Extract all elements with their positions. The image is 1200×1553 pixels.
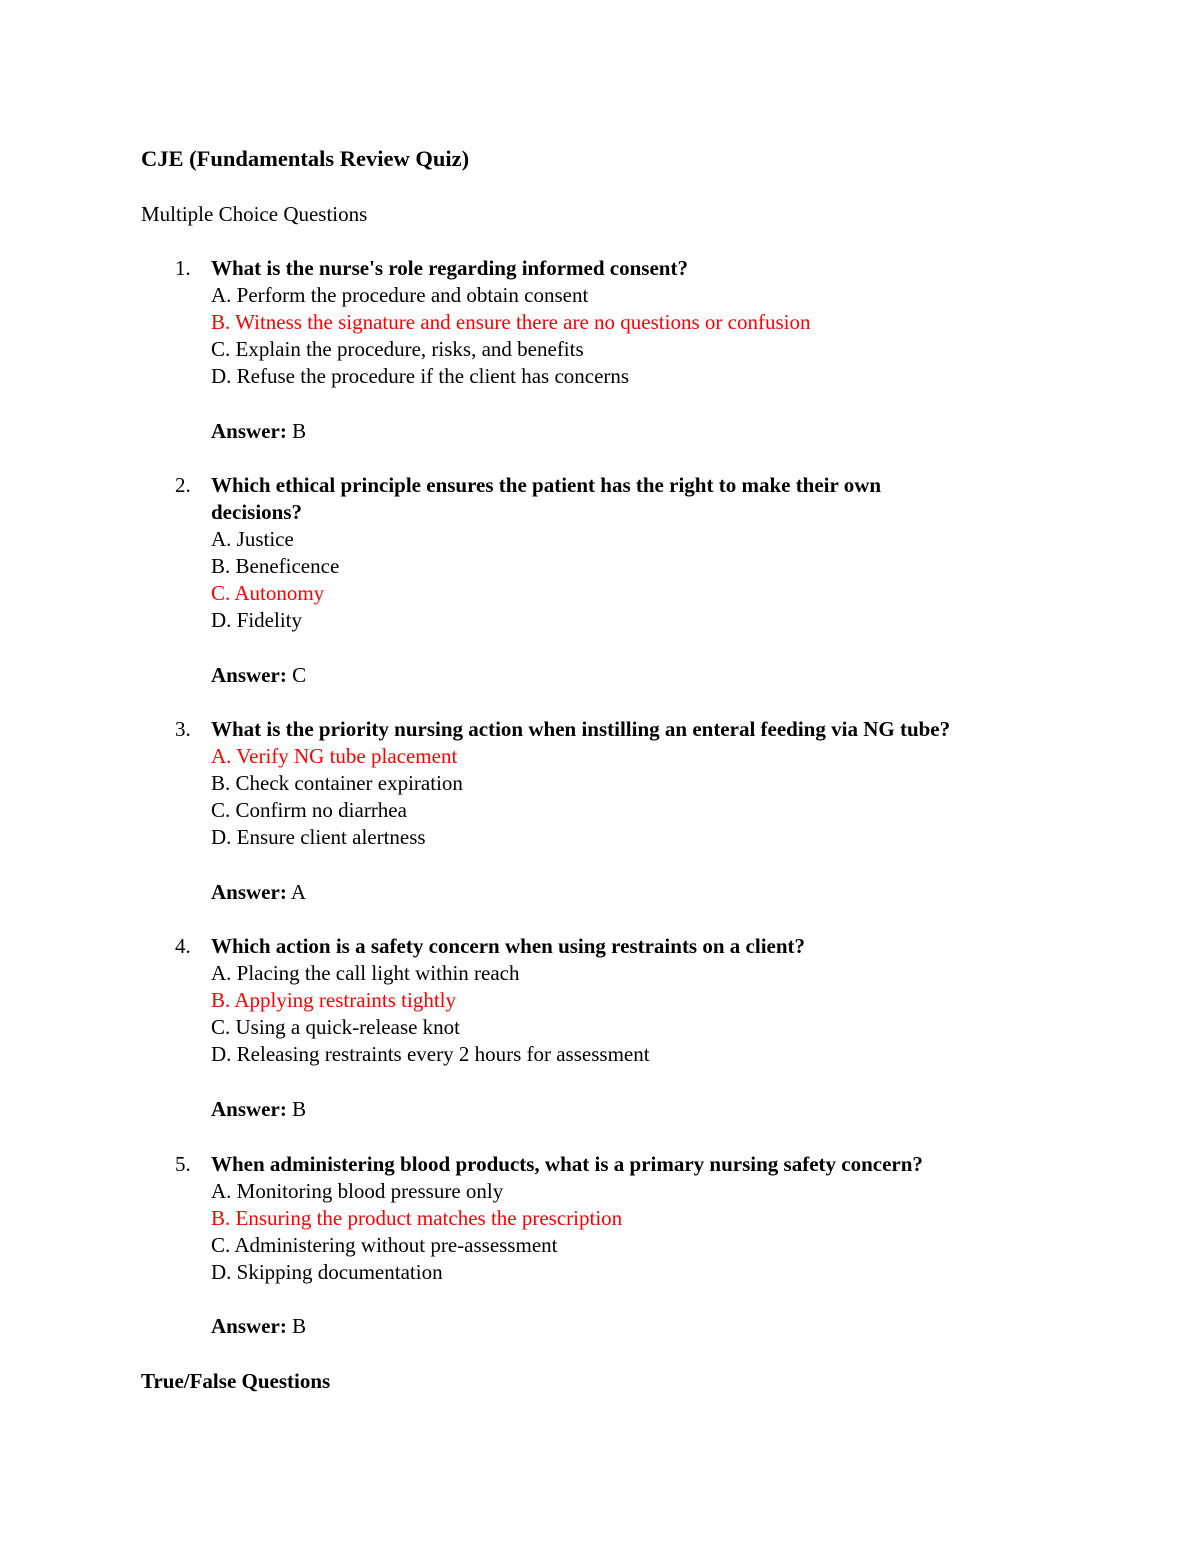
- option-d: D. Releasing restraints every 2 hours for assessment: [211, 1042, 650, 1066]
- option-d: D. Fidelity: [211, 608, 303, 632]
- option-c-correct: C. Autonomy: [211, 581, 325, 605]
- option-c: C. Administering without pre-assessment: [211, 1233, 558, 1257]
- question-number: 4.: [175, 934, 191, 958]
- answer-line: [211, 1096, 306, 1123]
- option-c: C. Using a quick-release knot: [211, 1015, 461, 1039]
- option-b-correct: B. Witness the signature and ensure there are no questions or confusion: [211, 310, 811, 334]
- question-number: 3.: [175, 717, 191, 741]
- answer-label: Answer:: [211, 419, 287, 443]
- option-a: A. Monitoring blood pressure only: [211, 1179, 504, 1203]
- option-a: A. Perform the procedure and obtain consent: [211, 283, 589, 307]
- page-title: CJE (Fundamentals Review Quiz): [141, 146, 470, 171]
- option-a: A. Placing the call light within reach: [211, 961, 520, 985]
- answer-line: [211, 418, 306, 445]
- tf-section-heading: True/False Questions: [141, 1369, 331, 1393]
- option-b: B. Check container expiration: [211, 771, 463, 795]
- question-number: 5.: [175, 1152, 191, 1176]
- option-d: D. Skipping documentation: [211, 1260, 443, 1284]
- answer-value: C: [292, 663, 307, 687]
- option-c: C. Explain the procedure, risks, and benefits: [211, 337, 584, 361]
- answer-line: [211, 1313, 306, 1340]
- option-b: B. Beneficence: [211, 554, 340, 578]
- question-text: What is the priority nursing action when instilling an enteral feeding via NG tube?: [211, 717, 951, 741]
- question-text: What is the nurse's role regarding informed consent?: [211, 256, 688, 280]
- answer-line: [211, 879, 306, 906]
- question-text-line-2: decisions?: [211, 500, 303, 524]
- answer-value: B: [292, 1097, 307, 1121]
- option-d: D. Refuse the procedure if the client has concerns: [211, 364, 630, 388]
- option-d: D. Ensure client alertness: [211, 825, 426, 849]
- answer-line: [211, 662, 306, 689]
- option-b-correct: B. Applying restraints tightly: [211, 988, 456, 1012]
- option-b-correct: B. Ensuring the product matches the prescription: [211, 1206, 623, 1230]
- mc-section-heading: Multiple Choice Questions: [141, 202, 368, 226]
- question-text: Which action is a safety concern when using restraints on a client?: [211, 934, 806, 958]
- answer-label: Answer:: [211, 663, 287, 687]
- option-c: C. Confirm no diarrhea: [211, 798, 407, 822]
- answer-label: Answer:: [211, 1097, 287, 1121]
- answer-value: B: [292, 419, 307, 443]
- answer-value: B: [292, 1314, 307, 1338]
- question-text: When administering blood products, what is a primary nursing safety concern?: [211, 1152, 923, 1176]
- question-number: 2.: [175, 473, 191, 497]
- answer-label: Answer:: [211, 1314, 287, 1338]
- answer-value: A: [290, 880, 307, 904]
- question-number: 1.: [175, 256, 191, 280]
- option-a-correct: A. Verify NG tube placement: [211, 744, 458, 768]
- question-text-line-1: Which ethical principle ensures the patient has the right to make their own: [211, 473, 882, 497]
- answer-label: Answer:: [211, 880, 287, 904]
- option-a: A. Justice: [211, 527, 294, 551]
